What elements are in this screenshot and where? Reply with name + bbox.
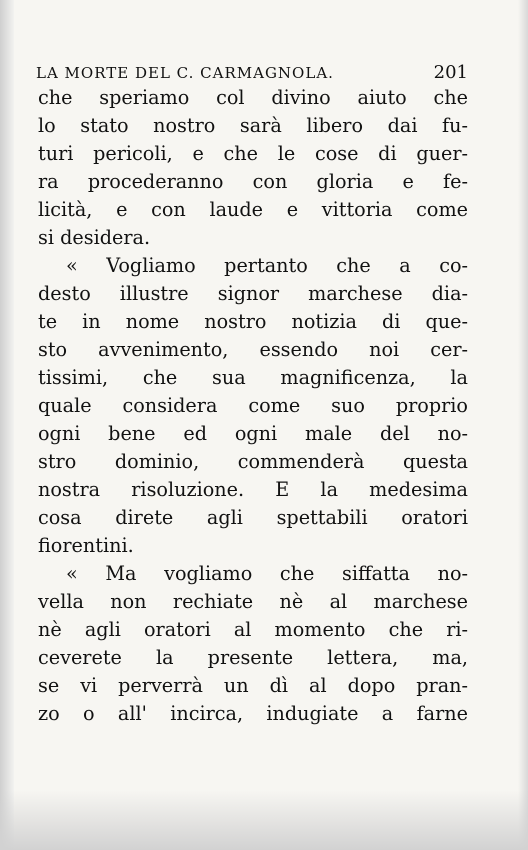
page-edge-shadow: [518, 0, 528, 850]
text-line: lo stato nostro sarà libero dai fu-: [38, 114, 468, 137]
text-line: nostra risoluzione. E la medesima: [38, 478, 468, 501]
text-line: licità, e con laude e vittoria come: [38, 198, 468, 221]
text-line: si desidera.: [38, 226, 151, 249]
text-line: cosa direte agli spettabili oratori: [38, 506, 468, 529]
text-line: ra procederanno con gloria e fe-: [38, 170, 468, 193]
text-line: quale considera come suo proprio: [38, 394, 468, 417]
text-line: ogni bene ed ogni male del no-: [38, 422, 468, 445]
text-line: « Vogliamo pertanto che a co-: [66, 254, 468, 277]
text-line: ceverete la presente lettera, ma,: [38, 646, 468, 669]
page-gutter-shadow: [0, 0, 14, 850]
text-line: che speriamo col divino aiuto che: [38, 86, 468, 109]
text-line: tissimi, che sua magnificenza, la: [38, 366, 468, 389]
text-line: stro dominio, commenderà questa: [38, 450, 468, 473]
text-line: nè agli oratori al momento che ri-: [38, 618, 468, 641]
text-line: sto avvenimento, essendo noi cer-: [38, 338, 468, 361]
text-line: se vi perverrà un dì al dopo pran-: [38, 674, 468, 697]
page-bottom-shadow: [0, 790, 528, 850]
page-number: 201: [433, 62, 468, 83]
text-line: « Ma vogliamo che siffatta no-: [66, 562, 468, 585]
body-text: [38, 84, 468, 728]
text-line: fiorentini.: [38, 534, 134, 557]
text-line: turi pericoli, e che le cose di guer-: [38, 142, 468, 165]
text-line: te in nome nostro notizia di que-: [38, 310, 468, 333]
text-line: desto illustre signor marchese dia-: [38, 282, 468, 305]
running-title: LA MORTE DEL C. CARMAGNOLA.: [36, 64, 334, 82]
text-line: zo o all' incirca, indugiate a farne: [38, 702, 468, 725]
text-line: vella non rechiate nè al marchese: [38, 590, 468, 613]
